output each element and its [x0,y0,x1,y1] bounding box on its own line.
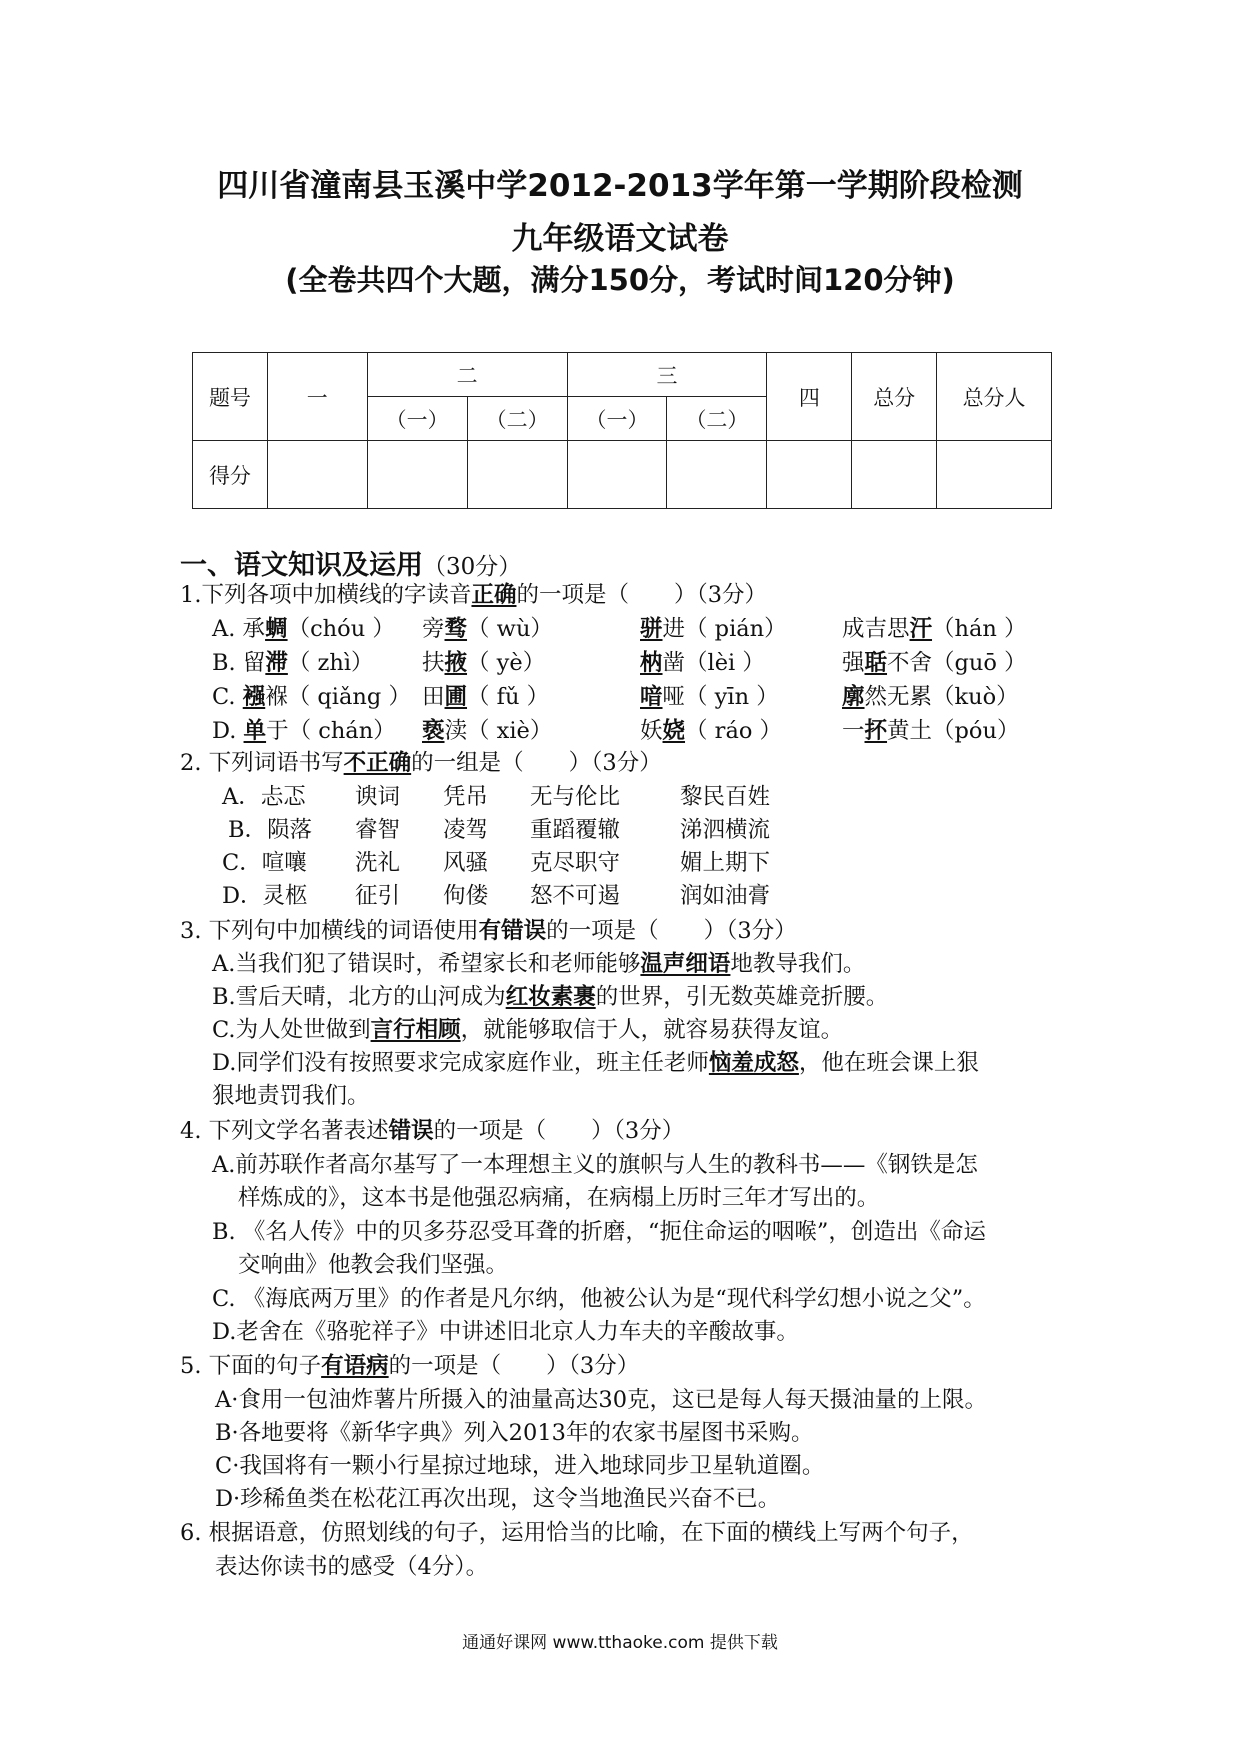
option-text: （chóu ） [287,616,395,642]
score-table [192,352,1052,509]
q1-option-item [422,686,549,709]
option-keyword: 滞 [265,650,288,676]
option-text: （hán ） [932,616,1027,642]
option-b: B·各地要将《新华字典》列入2013年的农家书屋图书采购。 [215,1420,814,1446]
option-text: 地教导我们。 [730,951,866,977]
option-a-cont: 样炼成的》，这本书是他强忍病痛，在病榻上历时三年才写出的。 [238,1185,880,1211]
option-text: 然无累（kuò） [864,684,1019,710]
option-text: B. 留 [212,650,266,676]
option-text: 进（ pián） [662,616,787,642]
option-text: （ fǔ ） [467,684,550,710]
q1-option-item [640,618,787,641]
score-cell[interactable] [852,441,937,509]
page-footer: 通通好课网 www.tthaoke.com 提供下载 [462,1633,778,1653]
q1-option-item [212,686,411,709]
q1-option-item [212,652,374,675]
option-keyword: 温声细语 [640,951,731,977]
option-keyword: 亵 [422,718,445,744]
option-keyword: 骈 [640,616,663,642]
question-text: 1.下列各项中加横线的字读音 [180,582,472,608]
option-text: D.同学们没有按照要求完成家庭作业，班主任老师 [212,1050,709,1076]
option-text: 黄土（póu） [887,718,1020,744]
q1-option-item [842,686,1019,709]
q2-option-word: 凭吊 [443,784,489,810]
exam-info: (全卷共四个大题，满分150分，考试时间120分钟) [285,263,955,297]
question-text: 的一组是（ ）（3分） [411,750,662,776]
option-text: 凿（lèi ） [662,650,765,676]
option-text: 旁 [422,616,445,642]
q2-option-word: 风骚 [443,850,489,876]
option-keyword: 聒 [864,650,888,676]
q2-option-word: 重蹈覆辙 [530,817,621,843]
question-2 [180,752,662,775]
q2-option-word: 佝偻 [443,883,489,909]
q2-option-word: 克尽职守 [530,850,621,876]
option-keyword: 喑 [640,684,663,710]
q2-option-word: 征引 [355,883,401,909]
sub-header-3a: （一） [567,397,667,441]
question-text: 3. 下列句中加横线的词语使用 [180,918,479,944]
question-1 [180,584,767,607]
option-text: （ yè） [467,650,546,676]
score-cell[interactable] [667,441,767,509]
q1-option-item [842,618,1027,641]
option-keyword: 言行相顾 [370,1017,461,1043]
q2-option-word: 黎民百姓 [680,784,771,810]
option-text: 强 [842,650,865,676]
option-keyword: 娆 [662,718,686,744]
q2-option-word: 凌驾 [443,817,489,843]
option-keyword: 红妆素裹 [505,984,596,1010]
q2-option-word: C．喧嚷 [222,850,307,876]
option-text: ，他在班会课上狠 [798,1050,979,1076]
score-cell[interactable] [567,441,667,509]
option-keyword: 圃 [444,684,468,710]
q1-option-item [212,720,396,743]
q1-option-item [640,652,765,675]
sub-header-2a: （一） [367,397,467,441]
question-keyword: 不正确 [343,750,412,776]
option-text: C. [212,684,243,710]
q2-option-word: 媚上期下 [680,850,771,876]
option-keyword: 襁 [242,684,266,710]
option-b-cont: 交响曲》他教会我们坚强。 [238,1252,509,1278]
option-keyword: 掖 [444,650,468,676]
option-c: C. 《海底两万里》的作者是凡尔纳，他被公认为是“现代科学幻想小说之父”。 [212,1286,986,1312]
option-c [212,1019,843,1042]
q2-option-word: 润如油膏 [680,883,771,909]
section-title: 一、语文知识及运用 [180,550,423,581]
option-d: D·珍稀鱼类在松花江再次出现，这令当地渔民兴奋不已。 [215,1486,781,1512]
question-4 [180,1120,684,1143]
exam-subtitle: 九年级语文试卷 [511,221,729,257]
q1-option-item [422,652,545,675]
q1-option-item [422,618,553,641]
section-points: （30分） [423,554,522,580]
option-keyword: 骛 [444,616,468,642]
option-a [212,953,865,976]
question-keyword: 正确 [471,582,517,608]
option-text: （ zhì） [287,650,374,676]
q2-option-word: A．忐忑 [222,784,306,810]
q2-option-word: 洗礼 [355,850,401,876]
question-text: 的一项是（ ）（3分） [433,1118,685,1144]
option-text: 于（ chán） [266,718,396,744]
q1-option-item [842,720,1019,743]
row-label-question: 题号 [193,353,268,441]
option-text: 褓（ qiǎng ） [265,684,411,710]
question-keyword: 错误 [388,1118,434,1144]
option-keyword: 单 [243,718,267,744]
option-text: 扶 [422,650,445,676]
question-6: 6. 根据语意，仿照划线的句子，运用恰当的比喻，在下面的横线上写两个句子， [180,1520,974,1546]
option-text: ，就能够取信于人，就容易获得友谊。 [460,1017,844,1043]
option-text: 田 [422,684,445,710]
option-text: 不舍（guō ） [887,650,1027,676]
col-header-4: 四 [767,353,852,441]
question-keyword: 有语病 [321,1353,389,1379]
question-text: 的一项是（ ）（3分） [388,1353,640,1379]
option-keyword: 恼羞成怒 [708,1050,799,1076]
q2-option-word: B．陨落 [228,817,313,843]
exam-title: 四川省潼南县玉溪中学2012-2013学年第一学期阶段检测 [217,168,1023,204]
option-b [212,986,888,1009]
question-text: 2. 下列词语书写 [180,750,344,776]
option-text: A.当我们犯了错误时，希望家长和老师能够 [212,951,641,977]
option-text: 哑（ yīn ） [662,684,779,710]
question-text: 4. 下列文学名著表述 [180,1118,389,1144]
col-header-total: 总分 [852,353,937,441]
option-text: （ ráo ） [685,718,783,744]
q2-option-word: 睿智 [355,817,401,843]
option-keyword: 抔 [864,718,888,744]
q1-option-item [640,686,779,709]
option-c: C·我国将有一颗小行星掠过地球，进入地球同步卫星轨道圈。 [215,1453,825,1479]
col-header-1: 一 [267,353,367,441]
q1-option-item [842,652,1027,675]
q1-option-item [422,720,552,743]
option-text: 的世界，引无数英雄竞折腰。 [595,984,889,1010]
question-text: 5. 下面的句子 [180,1353,322,1379]
option-keyword: 汗 [909,616,933,642]
option-text: 妖 [640,718,663,744]
q2-option-word: 无与伦比 [530,784,621,810]
col-header-scorer: 总分人 [937,353,1052,441]
option-text: 成吉思 [842,616,910,642]
sub-header-3b: （二） [667,397,767,441]
q2-option-word: D．灵柩 [222,883,308,909]
q2-option-word: 涕泗横流 [680,817,771,843]
option-d: D.老舍在《骆驼祥子》中讲述旧北京人力车夫的辛酸故事。 [212,1319,799,1345]
option-text: D. [212,718,244,744]
option-text: A. 承 [212,616,266,642]
option-a: A·食用一包油炸薯片所摄入的油量高达30克，这已是每人每天摄油量的上限。 [215,1387,988,1413]
option-keyword: 枘 [640,650,663,676]
option-keyword: 廓 [842,684,865,710]
score-cell[interactable] [767,441,852,509]
option-keyword: 蜩 [265,616,288,642]
score-cell[interactable] [467,441,567,509]
q2-option-word: 谀词 [355,784,401,810]
q1-option-item [212,618,395,641]
option-d [212,1052,979,1075]
question-keyword: 有错误 [478,918,547,944]
col-header-3: 三 [567,353,767,397]
question-text: 的一项是（ ）（3分） [546,918,797,944]
option-text: 一 [842,718,865,744]
option-text: 渎（ xiè） [444,718,553,744]
option-text: （ wù） [467,616,553,642]
option-text: C.为人处世做到 [212,1017,371,1043]
q1-option-item [640,720,782,743]
q2-option-word: 怒不可遏 [530,883,621,909]
question-text: 的一项是（ ）（3分） [516,582,768,608]
section-heading [180,543,521,582]
question-6-cont: 表达你读书的感受（4分）。 [215,1554,489,1580]
score-cell[interactable] [937,441,1052,509]
option-a: A.前苏联作者高尔基写了一本理想主义的旗帜与人生的教科书——《钢铁是怎 [212,1152,978,1178]
row-label-score: 得分 [193,441,268,509]
score-cell[interactable] [367,441,467,509]
question-5 [180,1355,639,1378]
option-d-cont: 狠地责罚我们。 [212,1083,370,1109]
col-header-2: 二 [367,353,567,397]
question-3 [180,920,797,943]
option-b: B. 《名人传》中的贝多芬忍受耳聋的折磨，“扼住命运的咽喉”，创造出《命运 [212,1219,986,1245]
score-cell[interactable] [267,441,367,509]
option-text: B.雪后天晴，北方的山河成为 [212,984,506,1010]
sub-header-2b: （二） [467,397,567,441]
